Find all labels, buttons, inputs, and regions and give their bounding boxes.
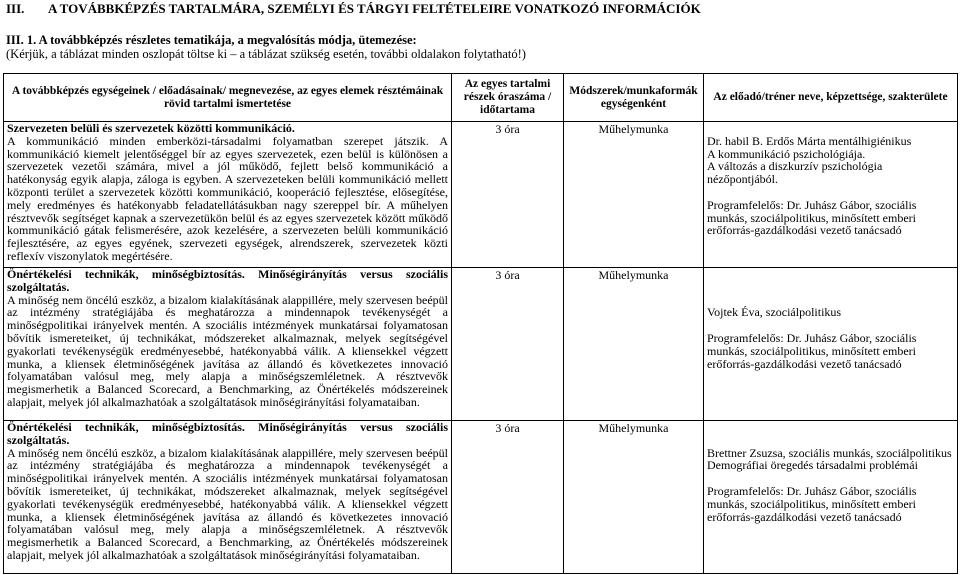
unit-trainer — [704, 122, 958, 268]
header-duration: Az egyes tartalmi részek óraszáma / időtartama — [452, 74, 564, 122]
subsection-heading: III. 1. A továbbképzés részletes tematikája, a megvalósítás módja, ütemezése: — [6, 33, 417, 47]
header-trainer: Az előadó/tréner neve, képzettsége, szakterülete — [704, 74, 958, 122]
program-responsible: Programfelelős: Dr. Juhász Gábor, szociális munkás, szociálpolitikus, minősített emberi erőforrás-gazdálkodási vezető tanácsadó — [707, 483, 917, 524]
table-row — [4, 268, 958, 421]
trainer-line: nézőpontjából. — [707, 172, 778, 187]
trainer-line: Dr. habil B. Erdős Márta mentálhigiénikus — [707, 133, 912, 148]
unit-trainer — [704, 268, 958, 421]
unit-content — [4, 421, 452, 574]
table-row — [4, 421, 958, 574]
unit-duration: 3 óra — [452, 122, 564, 268]
unit-duration: 3 óra — [452, 268, 564, 421]
section-title: A TOVÁBBKÉPZÉS TARTALMÁRA, SZEMÉLYI ÉS TÁRGYI FELTÉTELEIRE VONATKOZÓ INFORMÁCIÓK — [48, 1, 701, 16]
header-content: A továbbképzés egységeinek / előadásainak/ megnevezése, az egyes elemek résztémáinak rövid tartalmi ismertetése — [4, 74, 452, 122]
unit-trainer — [704, 421, 958, 574]
unit-content — [4, 268, 452, 421]
program-responsible: Programfelelős: Dr. Juhász Gábor, szociális munkás, szociálpolitikus, minősített emberi erőforrás-gazdálkodási vezető tanácsadó — [707, 197, 917, 238]
trainer-line: A változás a diszkurzív pszichológia — [707, 159, 883, 174]
table-instruction: (Kérjük, a táblázat minden oszlopát töltse ki – a táblázat szükség esetén, további oldalakon folytatható!) — [6, 47, 526, 61]
unit-duration: 3 óra — [452, 421, 564, 574]
header-method: Módszerek/munkaformák egységenként — [564, 74, 704, 122]
trainer-line: Vojtek Éva, szociálpolitikus — [707, 305, 842, 320]
unit-description: A minőség nem öncélú eszköz, a bizalom kialakításának alappillére, mely szervesen beépül az intézmény stratégiájába és meghatározza a mindennapok tevékenységét a minőségpolitikai irányelvek mentén. A szociális intézmények munkatársai folyamatosan bővítik ismereteiket, új technikákat, módszereket alkalmaznak, melyek segítségével gyakorlati tevékenységük eredményesebbé, hatékonyabbá válik. A kliensekkel végzett munka, a kliensek életminőségének javítása az állandó és következetes innovació folyamatában valósul meg, mely alapja a minőségszemléletnek. A résztvevők megismerhetik a Balanced Scorecard, a Benchmarking, az Önértékelés módszereinek alapjait, melyek jól alkalmazhatóak a szolgáltatások minőségirányítási folyamataiban. — [7, 445, 448, 562]
unit-method: Műhelymunka — [564, 122, 704, 268]
table-row — [4, 122, 958, 268]
unit-method: Műhelymunka — [564, 268, 704, 421]
unit-content — [4, 122, 452, 268]
unit-description: A minőség nem öncélú eszköz, a bizalom kialakításának alappillére, mely szervesen beépül az intézmény stratégiájába és meghatározza a mindennapok tevékenységét a minőségpolitikai irányelvek mentén. A szociális intézmények munkatársai folyamatosan bővítik ismereteiket, új technikákat, módszereket alkalmaznak, melyek segítségével gyakorlati tevékenységük eredményesebbé, hatékonyabbá válik. A kliensekkel végzett munka, a kliensek életminőségének javítása az állandó és következetes innovació folyamatában valósul meg, mely alapja a minőségszemléletnek. A résztvevők megismerhetik a Balanced Scorecard, a Benchmarking, az Önértékelés módszereinek alapjait, melyek jól alkalmazhatóak a szolgáltatások minőségirányítási folyamataiban. — [7, 292, 448, 409]
unit-method: Műhelymunka — [564, 421, 704, 574]
curriculum-table — [3, 73, 958, 574]
unit-title: Önértékelési technikák, minőségbiztosítás. Minőségirányítás versus szociális szolgáltatás. — [7, 267, 448, 294]
trainer-line: A kommunikáció pszichológiája. — [707, 146, 866, 161]
unit-description: A kommunikáció minden emberközi-társadalmi folyamatban szerepet játszik. A kommunikáció kiemelt jelentőséggel bír az egyes szervezetek, ezen belül is különösen a szervezetek vezetői számára, mivel a jól működő, fejlett belső kommunikáció a hatékonyság egyik alapja, záloga is egyben. A szervezeteken belüli kommunikáció mellett központi terület a szervezetek közötti kommunikáció, kooperáció fejlesztése, elősegítése, mely eredményes és hatékonyabb feladatellátásukban nagy szereppel bír. A műhelyen résztvevők segítséget kapnak a szervezetükön belül és az egyes szervezetek között működő kommunikáció gátak felismerésére, azok kezelésére, a szervezeten belüli kommunikáció fejlesztésére, az egyes egyének, szervezeti egységek, alrendszerek, szervezetek közti reflexív viszonylatok megértésére. — [7, 133, 448, 263]
unit-title: Önértékelési technikák, minőségbiztosítás. Minőségirányítás versus szociális szolgáltatás. — [7, 420, 448, 447]
section-number: III. — [6, 1, 25, 16]
trainer-line: Demográfiai öregedés társadalmi problémái — [707, 458, 918, 473]
table-header-row — [4, 74, 958, 122]
section-heading — [6, 1, 701, 16]
trainer-line: Brettner Zsuzsa, szociális munkás, szociálpolitikus — [707, 445, 952, 460]
program-responsible: Programfelelős: Dr. Juhász Gábor, szociális munkás, szociálpolitikus, minősített emberi erőforrás-gazdálkodási vezető tanácsadó — [707, 330, 917, 371]
unit-title: Szervezeten belüli és szervezetek közötti kommunikáció. — [7, 121, 295, 135]
